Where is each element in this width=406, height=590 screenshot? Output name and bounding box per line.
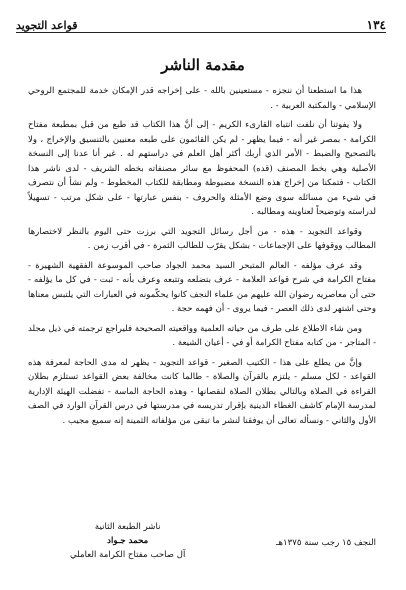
paragraph: ومن شاء الاطلاع على طرف من حياته العلمية وواقعيته الصحيحة فليراجع ترجمته في ذيل مجلد - المتاجر - من كتابه مفتاح الكرامة أو في - أعيان الشيعة . xyxy=(28,323,376,348)
page-title: مقدمة الناشر xyxy=(161,56,245,74)
paragraph: هذا ما استطعنا أن ننجزه - مستعينين بالله - على إخراجه قدر الإمكان خدمة للمجتمع الروحي الإسلامي - والمكتبة العربية - . xyxy=(28,86,376,111)
body-text xyxy=(28,84,376,433)
publisher-name: محمد جـواد xyxy=(107,536,149,546)
place-date: النجف ١٥ رجب سنة ١٣٧٥هـ xyxy=(275,538,376,548)
paragraph: وإنَّ من يطلع على هذا - الكتيب الصغير - قواعد التجويد - يظهر له مدى الحاجة لمعرفة هذه القواعد - لكل مسلم - يلتزم بالقرآن والصلاة - طالما كانت مخالفة بعض القواعد تستلزم بطلان القراءة في الصلاة وبالتالي بطلان الصلاة لنقصانها - وهذه الحاجة الماسة - تفضلت الهيئة الإدارية لمدرسة الإمام كاشف الغطاء الدينية بإقرار تدريسه في مدرستها في درس القرآن الوارد في الصف الأول والثاني - ونسأله تعالى أن يوفقنا لنشر ما تبقى من مؤلفاته الثمينة إنه سميع مجيب . xyxy=(28,357,376,426)
edition-label: ناشر الطبعة الثانية xyxy=(94,522,161,532)
page-number: ١٣٤ xyxy=(366,18,386,32)
running-title: قواعد التجويد xyxy=(16,19,78,32)
publisher-family: آل صاحب مفتاح الكرامة العاملي xyxy=(70,550,186,560)
paragraph: وقواعد التجويد - هذه - من أجل رسائل التجويد التي برزت حتى اليوم بالنظر لاختصارها المطالب ووقوفها على الإجماعات - بشكل يقرّب للطالب الثمرة - في أقرب زمن . xyxy=(28,226,376,251)
paragraph: ولا يفوتنا أن نلفت انتباه القارىء الكريم - إلى أنَّ هذا الكتاب قد طبع من قبل بمطبعة مفتاح الكرامة - بمصر غير أنه - فيما يظهر - لم يكن القائمون على طبعه معنيين بالتنسيق والإخراج ، ولا بالتصحيح والضبط - الأمر الذي أربك أكثر أهل العلم في دراستهم له . غير أنا عدنا إلى النسخة الأصلية وهي بخط المصنف (قده) المحفوظ مع سائر مصنفاته بخطه الشريف - لدى ناشر هذا الكتاب - فتمكنا من إخراج هذه النسخة مضبوطة ومطابقة للكتاب المخطوط - ولم نشأ أن نتصرف في شيء من مسائله سوى وضع الأمثلة والحروف - بنفس عبارتها - على شكل مرتب - تسهيلاً لدراسته وتوضيحاً لعناوينه ومطالبه . xyxy=(28,120,376,217)
running-header xyxy=(16,10,386,33)
publisher-signature xyxy=(70,520,185,562)
paragraph: وقد عرف مؤلفه - العالم المتبحر السيد محمد الجواد صاحب الموسوعة الفقهية الشهيرة - مفتاح الكرامة في شرح قواعد العلامة - عرف بتضلعه وتتبعه وعرف بأنه - ثبت - في كل ما يؤلفه - حتى أن معاصريه رضوان الله عليهم من علماء النجف كانوا يحكّمونه في العبارات التي يلتبس معناها وحتى اشتهر لدى ذلك العصر - فيما يروى - أن فهمه حجة . xyxy=(28,260,376,314)
